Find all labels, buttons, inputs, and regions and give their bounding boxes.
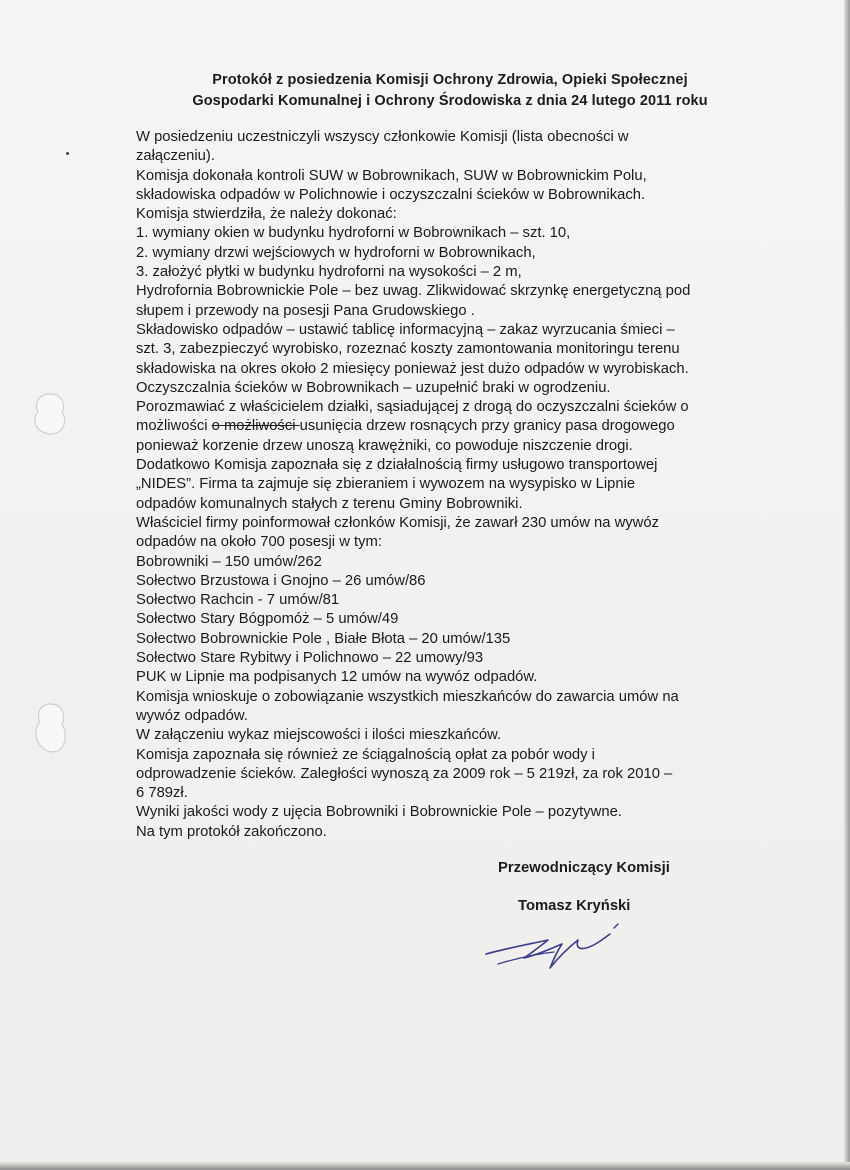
body-line: „NIDES”. Firma ta zajmuje się zbieraniem i wywozem na wysypisko w Lipnie bbox=[136, 476, 636, 493]
body-line: Sołectwo Stare Rybitwy i Polichnowo – 22 umowy/93 bbox=[136, 650, 484, 667]
body-line: Komisja wnioskuje o zobowiązanie wszystkich mieszkańców do zawarcia umów na bbox=[136, 688, 679, 705]
document-body bbox=[136, 128, 826, 842]
handwritten-signature bbox=[478, 918, 628, 978]
body-line: 2. wymiany drzwi wejściowych w hydroforni w Bobrownikach, bbox=[136, 244, 536, 261]
body-line: W załączeniu wykaz miejscowości i ilości mieszkańców. bbox=[136, 727, 502, 744]
struck-through-text: o możliwości bbox=[211, 418, 300, 435]
body-line: Wyniki jakości wody z ujęcia Bobrowniki i Bobrownickie Pole – pozytywne. bbox=[136, 804, 622, 821]
body-line: Komisja stwierdziła, że należy dokonać: bbox=[136, 206, 397, 223]
body-line: załączeniu). bbox=[136, 148, 215, 165]
document-title-line-2: Gospodarki Komunalnej i Ochrony Środowiska z dnia 24 lutego 2011 roku bbox=[192, 93, 708, 109]
body-line: Sołectwo Rachcin - 7 umów/81 bbox=[136, 592, 340, 609]
body-line: składowiska odpadów w Polichnowie i oczyszczalni ścieków w Bobrownikach. bbox=[136, 186, 646, 203]
body-line: Sołectwo Brzustowa i Gnojno – 26 umów/86 bbox=[136, 572, 426, 589]
signatory-role: Przewodniczący Komisji bbox=[498, 860, 670, 876]
body-line: W posiedzeniu uczestniczyli wszyscy członkowie Komisji (lista obecności w bbox=[136, 129, 629, 145]
body-line: Oczyszczalnia ścieków w Bobrownikach – uzupełnić braki w ogrodzeniu. bbox=[136, 379, 611, 396]
body-line: wywóz odpadów. bbox=[136, 707, 248, 724]
body-line: odprowadzenie ścieków. Zaległości wynoszą za 2009 rok – 5 219zł, za rok 2010 – bbox=[136, 765, 673, 782]
body-line: PUK w Lipnie ma podpisanych 12 umów na wywóz odpadów. bbox=[136, 669, 538, 686]
body-line: Komisja dokonała kontroli SUW w Bobrownikach, SUW w Bobrownickim Polu, bbox=[136, 167, 647, 184]
page-edge-shadow bbox=[844, 0, 850, 1170]
body-line: szt. 3, zabezpieczyć wyrobisko, rozeznać koszty zamontowania monitoringu terenu bbox=[136, 341, 680, 358]
body-line: składowiska na okres około 2 miesięcy ponieważ jest dużo odpadów w wyrobiskach. bbox=[136, 360, 689, 377]
body-line: Bobrowniki – 150 umów/262 bbox=[136, 553, 322, 570]
ink-dot bbox=[66, 152, 69, 155]
body-line: Komisja zapoznała się również ze ściągalnością opłat za pobór wody i bbox=[136, 746, 595, 763]
body-line: odpadów na około 700 posesji w tym: bbox=[136, 534, 382, 551]
body-line: 1. wymiany okien w budynku hydroforni w Bobrownikach – szt. 10, bbox=[136, 225, 571, 242]
body-line: Sołectwo Bobrownickie Pole , Białe Błota – 20 umów/135 bbox=[136, 630, 511, 647]
body-line: 3. założyć płytki w budynku hydroforni na wysokości – 2 m, bbox=[136, 264, 522, 281]
body-line: Porozmawiać z właścicielem działki, sąsiadującej z drogą do oczyszczalni ścieków o bbox=[136, 399, 689, 416]
body-line: Dodatkowo Komisja zapoznała się z działalnością firmy usługowo transportowej bbox=[136, 457, 658, 474]
body-line-with-strikethrough bbox=[136, 417, 826, 436]
body-line: Sołectwo Stary Bógpomóż – 5 umów/49 bbox=[136, 611, 399, 628]
body-line: odpadów komunalnych stałych z terenu Gminy Bobrowniki. bbox=[136, 495, 523, 512]
body-line: Na tym protokół zakończono. bbox=[136, 823, 327, 840]
signatory-name: Tomasz Kryński bbox=[518, 898, 631, 914]
body-line: 6 789zł. bbox=[136, 785, 188, 802]
punch-hole-bottom bbox=[30, 700, 72, 756]
body-line: ponieważ korzenie drzew unoszą krawężniki, co powoduje niszczenie drogi. bbox=[136, 437, 633, 454]
document-title-line-1: Protokół z posiedzenia Komisji Ochrony Zdrowia, Opieki Społecznej bbox=[212, 72, 688, 88]
body-line: słupem i przewody na posesji Pana Grudowskiego . bbox=[136, 302, 475, 319]
punch-hole-top bbox=[28, 390, 72, 440]
body-line: Hydrofornia Bobrownickie Pole – bez uwag. Zlikwidować skrzynkę energetyczną pod bbox=[136, 283, 691, 300]
page-bottom-shadow bbox=[0, 1162, 850, 1170]
body-text-segment: możliwości bbox=[136, 418, 212, 435]
body-line: Właściciel firmy poinformował członków Komisji, że zawarł 230 umów na wywóz bbox=[136, 514, 659, 531]
body-line: Składowisko odpadów – ustawić tablicę informacyjną – zakaz wyrzucania śmieci – bbox=[136, 321, 675, 338]
body-text-segment: usunięcia drzew rosnących przy granicy pasa drogowego bbox=[299, 418, 675, 435]
